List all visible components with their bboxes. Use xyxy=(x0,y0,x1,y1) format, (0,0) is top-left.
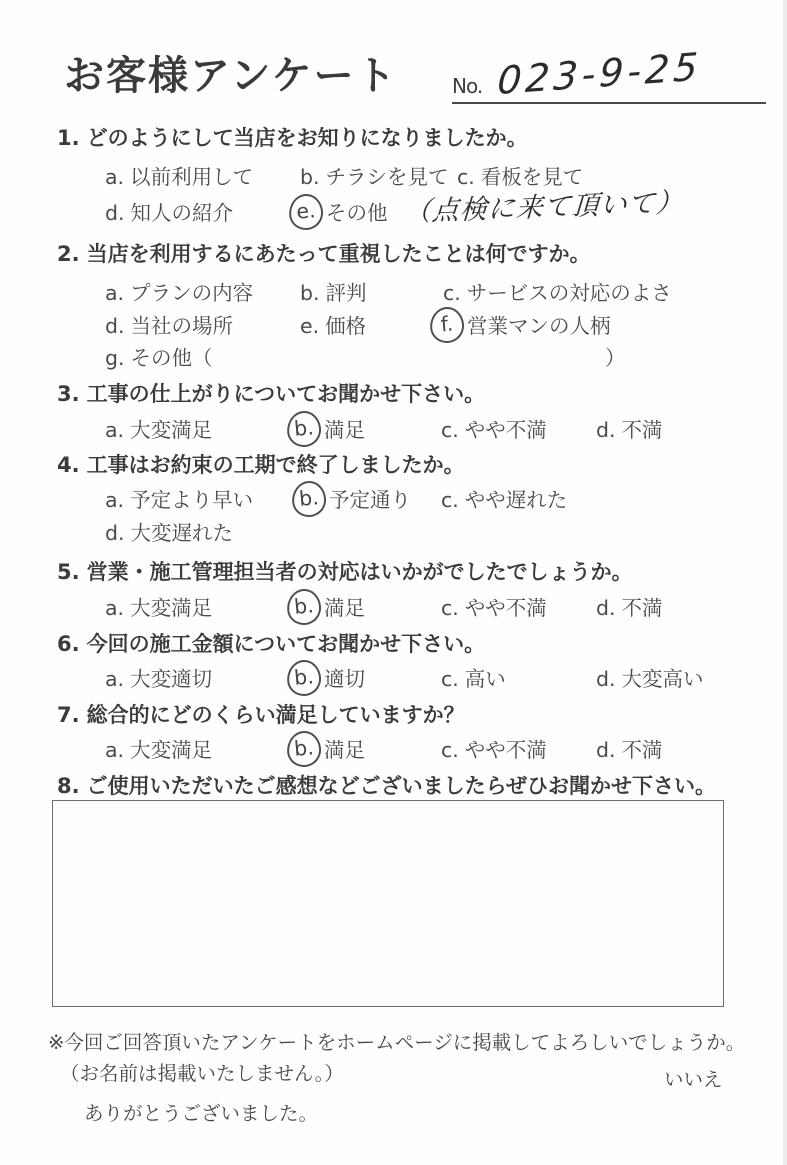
question-1-header xyxy=(57,122,528,152)
question-number: 5. xyxy=(57,560,80,584)
question-text: 工事はお約束の工期で終了しましたか。 xyxy=(86,453,465,477)
question-3 xyxy=(0,378,787,448)
option-6b-selected: b. 適切 xyxy=(289,662,365,698)
question-number: 1. xyxy=(57,126,80,150)
answer-circle-mark: b. xyxy=(285,410,322,449)
comments-box xyxy=(52,800,724,1007)
question-6 xyxy=(0,628,787,698)
option-2c: c. サービスの対応のよさ xyxy=(443,281,672,305)
answer-no-label: いいえ xyxy=(664,1068,723,1091)
option-6d: d. 大変高い xyxy=(596,667,704,691)
option-7d: d. 不満 xyxy=(596,738,663,762)
question-5 xyxy=(0,556,787,626)
question-number: 8. xyxy=(57,774,80,798)
option-7b-selected: b. 満足 xyxy=(289,733,365,769)
question-2 xyxy=(0,238,787,378)
option-7a: a. 大変満足 xyxy=(105,738,213,762)
answer-circle-mark: e. xyxy=(287,193,324,232)
option-2b: b. 評判 xyxy=(300,281,367,305)
option-1e-handwritten-answer: （点検に来て頂いて） xyxy=(403,187,685,229)
question-3-header xyxy=(57,378,485,408)
question-4 xyxy=(0,449,787,549)
option-3b-selected: b. 満足 xyxy=(289,413,365,449)
page-title: お客様アンケート xyxy=(64,53,398,99)
option-1e-selected: e. その他 xyxy=(291,196,388,232)
question-4-options-row-2 xyxy=(0,516,787,548)
option-2d: d. 当社の場所 xyxy=(105,314,234,338)
answer-circle-mark: b. xyxy=(285,730,322,769)
question-text: 営業・施工管理担当者の対応はいかがでしたでしょうか。 xyxy=(86,560,633,584)
option-5c: c. やや不満 xyxy=(441,596,547,620)
question-5-options-row xyxy=(0,591,787,623)
option-6a: a. 大変適切 xyxy=(105,667,213,691)
option-4c: c. やや遅れた xyxy=(441,488,568,512)
question-8-header xyxy=(57,770,716,800)
answer-circle-mark: b. xyxy=(285,659,322,698)
option-3a: a. 大変満足 xyxy=(105,418,213,442)
question-text: ご使用いただいたご感想などございましたらぜひお聞かせ下さい。 xyxy=(86,774,716,798)
option-5d: d. 不満 xyxy=(596,596,663,620)
option-4a: a. 予定より早い xyxy=(105,488,254,512)
question-2-options-row-1 xyxy=(0,276,787,308)
question-text: 今回の施工金額についてお聞かせ下さい。 xyxy=(86,632,486,656)
question-7 xyxy=(0,699,787,769)
question-2-header xyxy=(57,238,591,268)
question-number: 2. xyxy=(57,242,80,266)
option-5a: a. 大変満足 xyxy=(105,596,213,620)
option-7c: c. やや不満 xyxy=(441,738,547,762)
question-7-header xyxy=(57,699,465,729)
question-5-header xyxy=(57,556,633,586)
form-number-label: No. xyxy=(452,74,483,98)
question-text: 総合的にどのくらい満足していますか？ xyxy=(86,703,465,727)
option-5b-selected: b. 満足 xyxy=(289,591,365,627)
question-2-options-row-2 xyxy=(0,309,787,341)
question-text: 当店を利用するにあたって重視したことは何ですか。 xyxy=(86,242,591,266)
question-4-options-row-1 xyxy=(0,483,787,515)
answer-circle-mark: f. xyxy=(428,306,465,345)
question-2-options-row-3 xyxy=(0,341,787,373)
question-number: 4. xyxy=(57,453,80,477)
question-6-options-row xyxy=(0,662,787,694)
name-privacy-note: （お名前は掲載いたしません。） xyxy=(60,1062,344,1085)
question-3-options-row xyxy=(0,413,787,445)
option-4d: d. 大変遅れた xyxy=(105,521,234,545)
option-6c: c. 高い xyxy=(441,667,506,691)
thanks-message: ありがとうございました。 xyxy=(84,1102,319,1125)
option-2g: g. その他（ xyxy=(105,346,213,370)
form-number-field xyxy=(452,46,766,104)
option-2a: a. プランの内容 xyxy=(105,281,254,305)
option-1a: a. 以前利用して xyxy=(105,165,254,189)
question-text: 工事の仕上がりについてお聞かせ下さい。 xyxy=(86,382,486,406)
question-1 xyxy=(0,122,787,232)
option-1d: d. 知人の紹介 xyxy=(105,201,234,225)
form-number-handwritten-value: 023-9-25 xyxy=(496,44,704,104)
question-text: どのようにして当店をお知りになりましたか。 xyxy=(86,126,528,150)
option-3d: d. 不満 xyxy=(596,418,663,442)
question-6-header xyxy=(57,628,485,658)
question-1-options-row-2 xyxy=(0,187,787,229)
option-2e: e. 価格 xyxy=(300,314,367,338)
question-8 xyxy=(0,770,787,1010)
option-2f-selected: f. 営業マンの人柄 xyxy=(432,309,611,345)
question-number: 6. xyxy=(57,632,80,656)
question-number: 3. xyxy=(57,382,80,406)
option-2g-close-paren: ） xyxy=(605,346,626,370)
question-7-options-row xyxy=(0,733,787,765)
option-3c: c. やや不満 xyxy=(441,418,547,442)
option-4b-selected: b. 予定通り xyxy=(294,483,411,519)
answer-circle-mark: b. xyxy=(290,480,327,519)
answer-circle-mark: b. xyxy=(285,588,322,627)
question-number: 7. xyxy=(57,703,80,727)
publish-permission-question: ※今回ご回答頂いたアンケートをホームページに掲載してよろしいでしょうか。 xyxy=(48,1031,746,1054)
option-1c: c. 看板を見て xyxy=(457,165,584,189)
question-4-header xyxy=(57,449,465,479)
option-1b: b. チラシを見て xyxy=(300,165,449,189)
